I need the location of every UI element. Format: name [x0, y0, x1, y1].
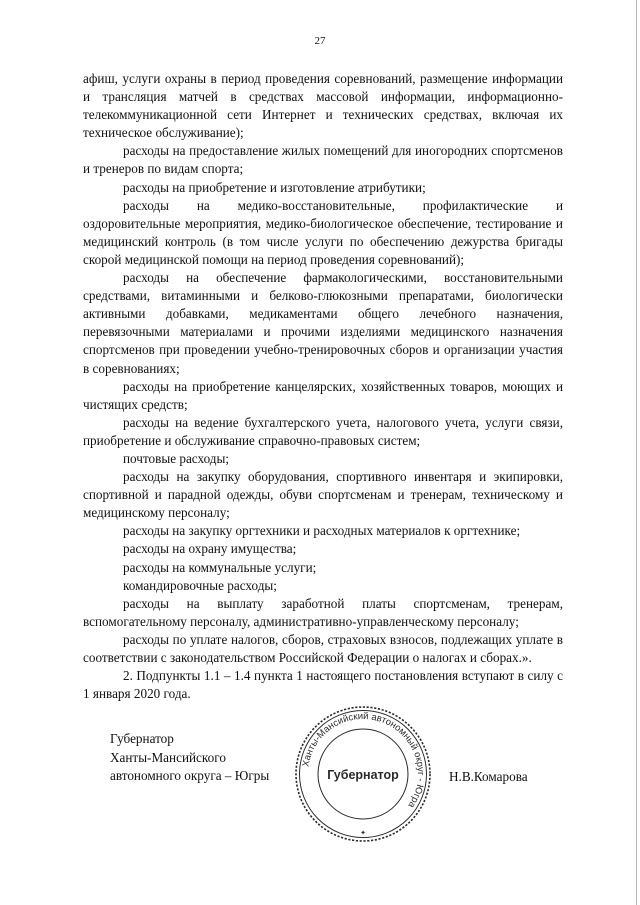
body-paragraph: почтовые расходы; — [123, 450, 230, 466]
body-paragraph: расходы на приобретение и изготовление атрибутики; — [123, 179, 426, 195]
body-paragraph: афиш, услуги охраны в период проведения соревнований, размещение информации и трансляция матчей в средствах массовой информации, информационно-телекоммуникационной сети Интернет и технических средствах, включая их техническое обслуживание); — [83, 71, 563, 141]
page-edge-line — [636, 0, 637, 905]
seal-star-icon: ✦ — [360, 829, 366, 837]
body-paragraph: расходы на ведение бухгалтерского учета, налогового учета, услуги связи, приобретение и обслуживание справочно-правовых систем; — [83, 414, 563, 448]
signatory-name: Н.В.Комарова — [449, 769, 528, 784]
body-paragraph: расходы на охрану имущества; — [123, 541, 297, 557]
seal-ring-text: Ханты-Мансийский автономный округ - Югра — [300, 710, 427, 810]
body-paragraph: расходы на выплату заработной платы спортсменам, тренерам, вспомогательному персоналу, административно-управленческому персоналу; — [83, 595, 563, 629]
body-paragraph: расходы на закупку оргтехники и расходных материалов к оргтехнике; — [123, 523, 521, 539]
body-paragraph: расходы на коммунальные услуги; — [123, 559, 317, 575]
seal-center-text: Губернатор — [327, 768, 399, 782]
signatory-title-line: Ханты-Мансийского — [110, 749, 226, 765]
signatory-title-line: автономного округа – Югры — [110, 768, 270, 783]
body-paragraph: командировочные расходы; — [123, 577, 277, 593]
body-paragraph: расходы на предоставление жилых помещений для иногородних спортсменов и тренеров по видам спорта; — [83, 143, 563, 177]
signatory-title-line: Губернатор — [110, 731, 174, 746]
body-paragraph: 2. Подпункты 1.1 – 1.4 пункта 1 настоящего постановления вступают в силу с 1 января 2020 года. — [83, 668, 563, 702]
page-number: 27 — [314, 35, 326, 47]
body-paragraph: расходы по уплате налогов, сборов, страховых взносов, подлежащих уплате в соответствии с законодательством Российской Федерации о налогах и сборах.». — [83, 631, 563, 665]
official-seal-stamp — [292, 703, 434, 845]
body-paragraph: расходы на медико-восстановительные, профилактические и оздоровительные мероприятия, медико-биологическое обеспечение, тестирование и медицинский контроль (в том числе услуги по обеспечению дежурства бригады скорой медицинской помощи на период проведения соревнований); — [83, 197, 563, 267]
body-paragraph: расходы на обеспечение фармакологическими, восстановительными средствами, витаминными и белково-глюкозными препаратами, биологически активными добавками, медикаментами общего лечебного назначения, перевязочными материалами и прочими изделиями медицинского назначения спортсменов при проведении учебно-тренировочных сборов и организации участия в соревнованиях; — [83, 270, 563, 376]
body-paragraph: расходы на закупку оборудования, спортивного инвентаря и экипировки, спортивной и парадной одежды, обуви спортсменам и тренерам, техническому и медицинскому персоналу; — [83, 469, 563, 521]
signatory-title — [110, 730, 269, 786]
body-paragraph: расходы на приобретение канцелярских, хозяйственных товаров, моющих и чистящих средств; — [83, 378, 563, 412]
document-body — [83, 70, 563, 703]
